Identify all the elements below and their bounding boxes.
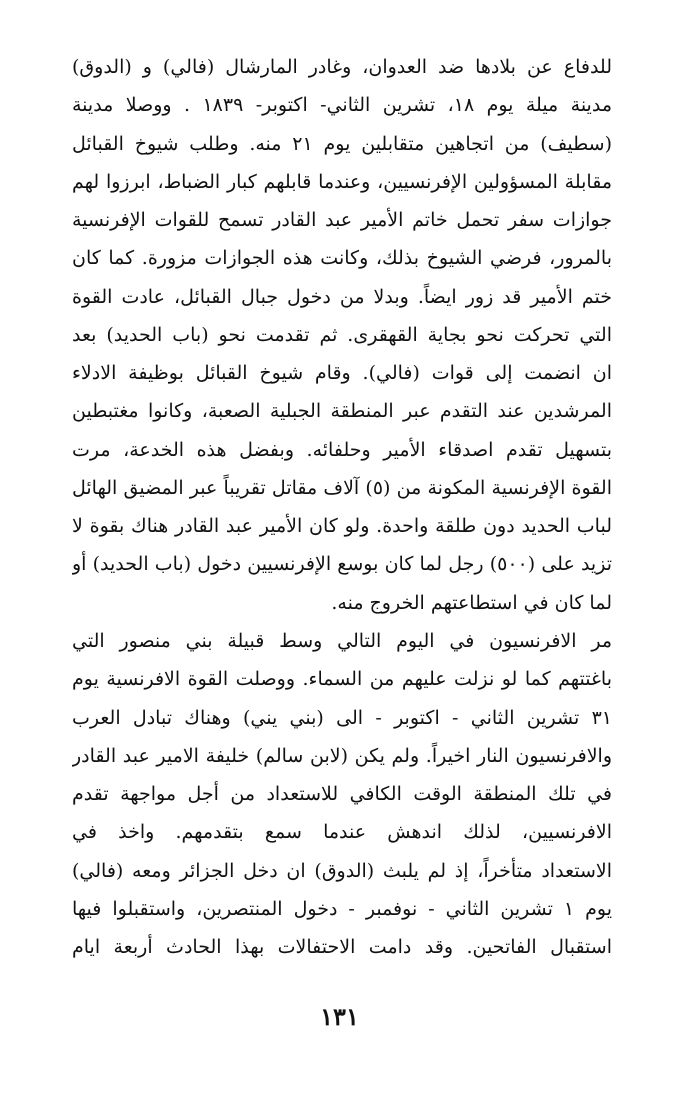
text-line: ٣١ تشرين الثاني - اكتوبر - الى (بني يني) وهناك تبادل العرب — [72, 706, 612, 729]
text-line: في تلك المنطقة الوقت الكافي للاستعداد من أجل مواجهة تقدم — [72, 783, 612, 805]
text-line: القوة الإفرنسية المكونة من (٥) آلاف مقاتل تقريباً عبر المضيق الهائل — [72, 476, 612, 499]
text-line: ختم الأمير قد زور ايضاً. وبدلا من دخول جبال القبائل، عادت القوة — [72, 285, 612, 308]
text-line: بتسهيل تقدم اصدقاء الأمير وحلفائه. وبفضل هذه الخدعة، مرت — [72, 438, 612, 461]
text-line: ان انضمت إلى قوات (فالي). وقام شيوخ القبائل بوظيفة الادلاء — [72, 362, 612, 384]
text-line: يوم ١ تشرين الثاني - نوفمبر - دخول المنتصرين، واستقبلوا فيها — [72, 897, 612, 920]
text-line: باغتتهم كما لو نزلت عليهم من السماء. ووصلت القوة الافرنسية يوم — [72, 668, 612, 691]
text-line: مر الافرنسيون في اليوم التالي وسط قبيلة بني منصور التي — [72, 630, 612, 652]
text-line: الاستعداد متأخراً، إذ لم يلبث (الدوق) ان دخل الجزائر ومعه (فالي) — [72, 859, 612, 882]
text-line: استقبال الفاتحين. وقد دامت الاحتفالات بهذا الحادث أربعة ايام — [72, 936, 612, 958]
text-line: المرشدين عند التقدم عبر المنطقة الجبلية الصعبة، وكانوا مغتبطين — [72, 400, 612, 423]
text-line: تزيد على (٥٠٠) رجل لما كان بوسع الإفرنسيين دخول (باب الحديد) أو — [72, 553, 612, 576]
text-line: مقابلة المسؤولين الإفرنسيين، وعندما قابلهم كبار الضباط، ابرزوا لهم — [72, 170, 612, 193]
text-line: لباب الحديد دون طلقة واحدة. ولو كان الأمير عبد القادر هناك بقوة لا — [72, 515, 612, 537]
text-line: للدفاع عن بلادها ضد العدوان، وغادر المارشال (فالي) و (الدوق) — [72, 56, 612, 78]
text-line: جوازات سفر تحمل خاتم الأمير عبد القادر تسمح للقوات الإفرنسية — [72, 209, 612, 231]
paragraph-2 — [72, 622, 612, 966]
text-line: والافرنسيون النار اخيراً. ولم يكن (لابن سالم) خليفة الامير عبد القادر — [72, 744, 612, 767]
text-line: لما كان في استطاعتهم الخروج منه. — [331, 591, 612, 614]
text-line: بالمرور، فرضي الشيوخ بذلك، وكانت هذه الجوازات مزورة. كما كان — [72, 247, 612, 270]
page-number: ١٣١ — [320, 1002, 359, 1031]
paragraph-1 — [72, 48, 612, 622]
text-line: مدينة ميلة يوم ١٨، تشرين الثاني- اكتوبر- ١٨٣٩ . ووصلا مدينة — [72, 94, 612, 117]
text-line: التي تحركت نحو بجاية القهقرى. ثم تقدمت نحو (باب الحديد) بعد — [72, 323, 612, 346]
text-line: الافرنسيين، لذلك اندهش عندما سمع بتقدمهم. واخذ في — [72, 821, 612, 844]
text-line: (سطيف) من اتجاهين متقابلين يوم ٢١ منه. وطلب شيوخ القبائل — [72, 132, 612, 155]
